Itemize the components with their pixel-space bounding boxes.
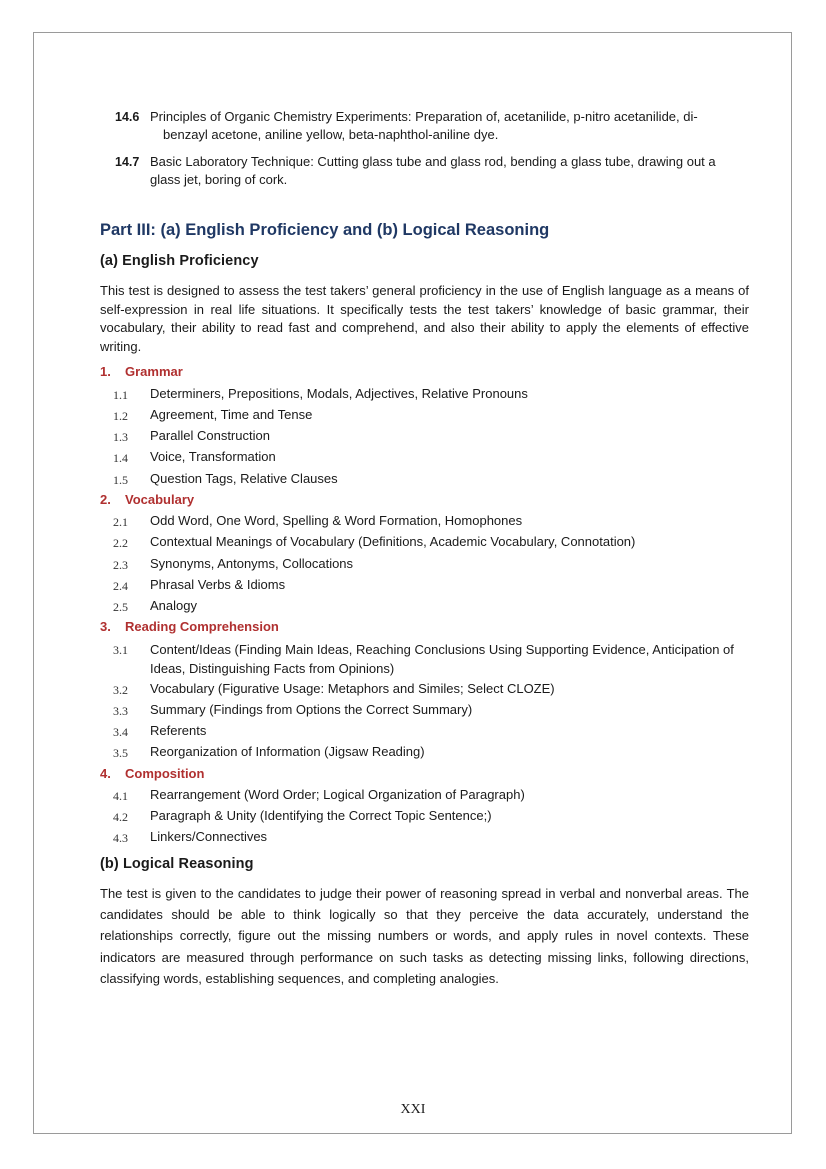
section-title: Composition xyxy=(125,766,205,781)
item-number: 2.2 xyxy=(113,536,128,550)
section-number: 1. xyxy=(100,364,111,379)
item-text-body: Principles of Organic Chemistry Experiments: Preparation of, acetanilide, p-nitro acetanilide, di-benzayl acetone, aniline yellow, beta-naphthol-aniline dye. xyxy=(150,109,698,142)
item-number: 3.2 xyxy=(113,683,128,697)
item-number: 1.1 xyxy=(113,388,128,402)
item-number: 1.3 xyxy=(113,430,128,444)
item-text xyxy=(150,153,740,189)
item-text: Reorganization of Information (Jigsaw Reading) xyxy=(150,744,425,759)
section-title: Vocabulary xyxy=(125,492,195,507)
section-heading-composition xyxy=(100,766,204,781)
section-title: Reading Comprehension xyxy=(125,619,279,634)
item-text: Odd Word, One Word, Spelling & Word Formation, Homophones xyxy=(150,513,523,528)
section-heading-vocabulary xyxy=(100,492,194,507)
item-number: 4.1 xyxy=(113,789,128,803)
item-text xyxy=(150,108,740,144)
item-text: Content/Ideas (Finding Main Ideas, Reaching Conclusions Using Supporting Evidence, Anticipation of Ideas, Distinguishing Facts from Opinions) xyxy=(150,642,734,676)
item-number: 3.3 xyxy=(113,704,128,718)
item-text: Paragraph & Unity (Identifying the Correct Topic Sentence;) xyxy=(150,808,492,823)
item-text: Analogy xyxy=(150,598,197,613)
item-number: 1.2 xyxy=(113,409,128,423)
item-text: Vocabulary (Figurative Usage: Metaphors and Similes; Select CLOZE) xyxy=(150,681,555,696)
item-text: Agreement, Time and Tense xyxy=(150,407,313,422)
item-text: Voice, Transformation xyxy=(150,449,276,464)
item-number: 3.1 xyxy=(113,643,128,657)
item-number: 1.4 xyxy=(113,451,128,465)
item-number: 2.5 xyxy=(113,600,128,614)
item-number: 1.5 xyxy=(113,473,128,487)
item-text-body: Basic Laboratory Technique: Cutting glass tube and glass rod, bending a glass tube, drawing out a glass jet, boring of cork. xyxy=(150,154,716,187)
item-text: Summary (Findings from Options the Correct Summary) xyxy=(150,702,473,717)
item-text: Rearrangement (Word Order; Logical Organization of Paragraph) xyxy=(150,787,525,802)
item-text: Parallel Construction xyxy=(150,428,270,443)
item-number: 2.1 xyxy=(113,515,128,529)
item-number: 3.4 xyxy=(113,725,128,739)
item-text: Linkers/Connectives xyxy=(150,829,268,844)
logical-heading: (b) Logical Reasoning xyxy=(100,856,254,872)
section-number: 3. xyxy=(100,619,111,634)
item-text: Contextual Meanings of Vocabulary (Definitions, Academic Vocabulary, Connotation) xyxy=(150,534,636,549)
item-number: 14.7 xyxy=(115,155,140,169)
section-title: Grammar xyxy=(125,364,183,379)
section-number: 2. xyxy=(100,492,111,507)
item-text: Referents xyxy=(150,723,207,738)
section-number: 4. xyxy=(100,766,111,781)
item-text: Synonyms, Antonyms, Collocations xyxy=(150,556,354,571)
item-number: 4.3 xyxy=(113,831,128,845)
item-text: Determiners, Prepositions, Modals, Adjectives, Relative Pronouns xyxy=(150,386,528,401)
item-number: 3.5 xyxy=(113,746,128,760)
item-number: 2.4 xyxy=(113,579,128,593)
item-number: 2.3 xyxy=(113,558,128,572)
logical-text: The test is given to the candidates to judge their power of reasoning spread in verbal and nonverbal areas. The candidates should be able to think logically so that they perceive the data accurately, understand the relationships correctly, figure out the missing numbers or words, and apply rules in novel contexts. These indicators are measured through performance on such tasks as detecting missing links, following directions, classifying words, establishing sequences, and completing analogies. xyxy=(100,886,749,986)
section-heading-reading xyxy=(100,619,279,634)
section-heading-grammar xyxy=(100,364,183,379)
item-number: 14.6 xyxy=(115,110,140,124)
item-number: 4.2 xyxy=(113,810,128,824)
item-text: Phrasal Verbs & Idioms xyxy=(150,577,286,592)
page-number: XXI xyxy=(400,1102,426,1117)
english-intro: This test is designed to assess the test takers’ general proficiency in the use of English language as a means of self-expression in real life situations. It specifically tests the test takers’ knowledge of basic grammar, their vocabulary, their ability to read fast and comprehend, and also their ability to apply the elements of effective writing. xyxy=(100,283,749,354)
english-heading: (a) English Proficiency xyxy=(100,253,259,269)
part-heading: Part III: (a) English Proficiency and (b) Logical Reasoning xyxy=(100,221,550,239)
item-text: Question Tags, Relative Clauses xyxy=(150,471,338,486)
